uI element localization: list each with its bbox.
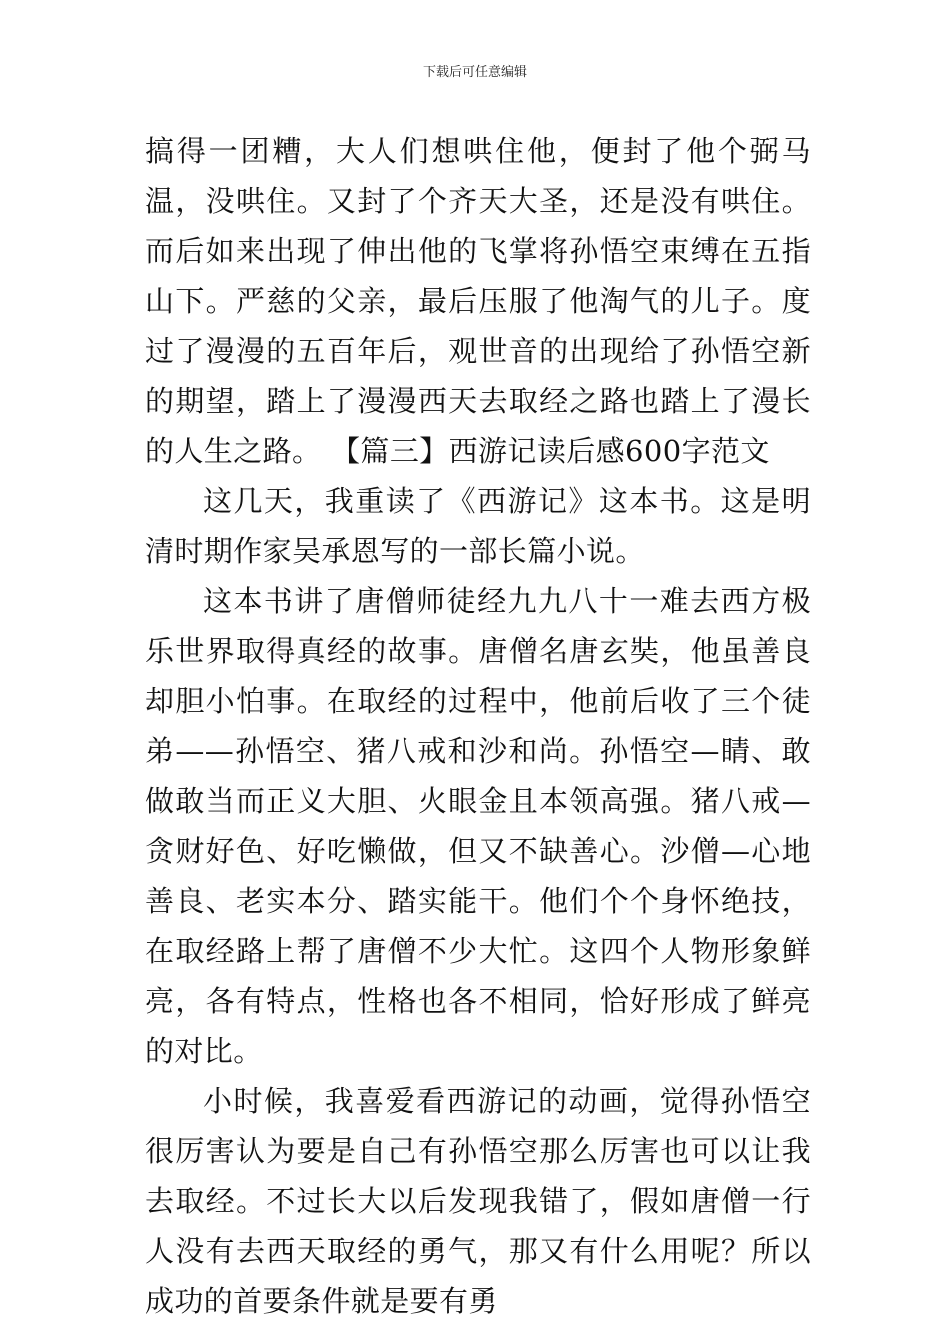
paragraph-continuation: 搞得一团糟，大人们想哄住他，便封了他个弼马温，没哄住。又封了个齐天大圣，还是没有哄住。而后如来出现了伸出他的飞掌将孙悟空束缚在五指山下。严慈的父亲，最后压服了他淘气的儿子。度过了漫漫的五百年后，观世音的出现给了孙悟空新的期望，踏上了漫漫西天去取经之路也踏上了漫长的人生之路。 【篇三】西游记读后感600字范文: [145, 134, 811, 468]
page-header: 下载后可任意编辑: [422, 65, 527, 80]
document-body: [145, 126, 811, 1326]
paragraph-story-summary: 这本书讲了唐僧师徒经九九八十一难去西方极乐世界取得真经的故事。唐僧名唐玄奘，他虽善良却胆小怕事。在取经的过程中，他前后收了三个徒弟——孙悟空、猪八戒和沙和尚。孙悟空—睛、敢做敢当而正义大胆、火眼金且本领高强。猪八戒—贪财好色、好吃懒做，但又不缺善心。沙僧—心地善良、老实本分、踏实能干。他们个个身怀绝技，在取经路上帮了唐僧不少大忙。这四个人物形象鲜亮，各有特点，性格也各不相同，恰好形成了鲜亮的对比。: [145, 584, 811, 1068]
paragraph-childhood: 小时候，我喜爱看西游记的动画，觉得孙悟空很厉害认为要是自己有孙悟空那么厉害也可以让我去取经。不过长大以后发现我错了，假如唐僧一行人没有去西天取经的勇气，那又有什么用呢？所以成功的首要条件就是要有勇: [145, 1084, 811, 1318]
paragraph-intro: 这几天，我重读了《西游记》这本书。这是明清时期作家吴承恩写的一部长篇小说。: [145, 484, 811, 568]
